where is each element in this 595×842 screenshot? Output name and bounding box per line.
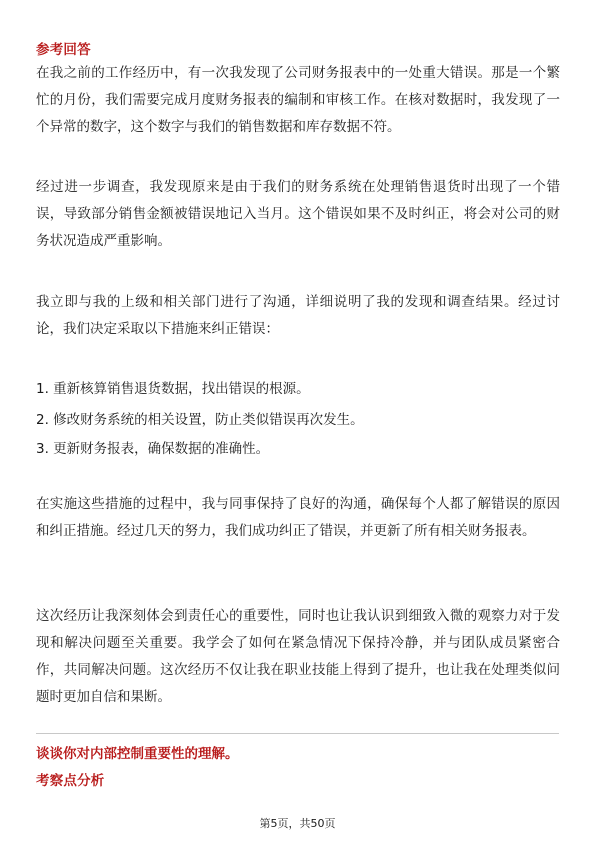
page-number-footer: 第5页，共50页 <box>259 817 336 830</box>
measure-item-1: 1. 重新核算销售退货数据，找出错误的根源。 <box>36 381 310 397</box>
analysis-heading: 考察点分析 <box>36 773 105 789</box>
answer-paragraph-3: 我立即与我的上级和相关部门进行了沟通，详细说明了我的发现和调查结果。经过讨论，我们决定采取以下措施来纠正错误： <box>36 294 560 337</box>
section-divider <box>36 733 559 734</box>
answer-paragraph-2: 经过进一步调查，我发现原来是由于我们的财务系统在处理销售退货时出现了一个错误，导致部分销售金额被错误地记入当月。这个错误如果不及时纠正，将会对公司的财务状况造成严重影响。 <box>36 179 560 249</box>
answer-paragraph-1: 在我之前的工作经历中，有一次我发现了公司财务报表中的一处重大错误。那是一个繁忙的月份，我们需要完成月度财务报表的编制和审核工作。在核对数据时，我发现了一个异常的数字，这个数字与我们的销售数据和库存数据不符。 <box>36 65 560 135</box>
reference-answer-heading: 参考回答 <box>36 42 91 58</box>
answer-paragraph-5: 这次经历让我深刻体会到责任心的重要性，同时也让我认识到细致入微的观察力对于发现和解决问题至关重要。我学会了如何在紧急情况下保持冷静，并与团队成员紧密合作，共同解决问题。这次经历不仅让我在职业技能上得到了提升，也让我在处理类似问题时更加自信和果断。 <box>36 608 560 705</box>
measure-item-2: 2. 修改财务系统的相关设置，防止类似错误再次发生。 <box>36 412 364 428</box>
next-question-heading: 谈谈你对内部控制重要性的理解。 <box>36 746 239 762</box>
answer-paragraph-4: 在实施这些措施的过程中，我与同事保持了良好的沟通，确保每个人都了解错误的原因和纠正措施。经过几天的努力，我们成功纠正了错误，并更新了所有相关财务报表。 <box>36 496 560 539</box>
measure-item-3: 3. 更新财务报表，确保数据的准确性。 <box>36 441 270 457</box>
